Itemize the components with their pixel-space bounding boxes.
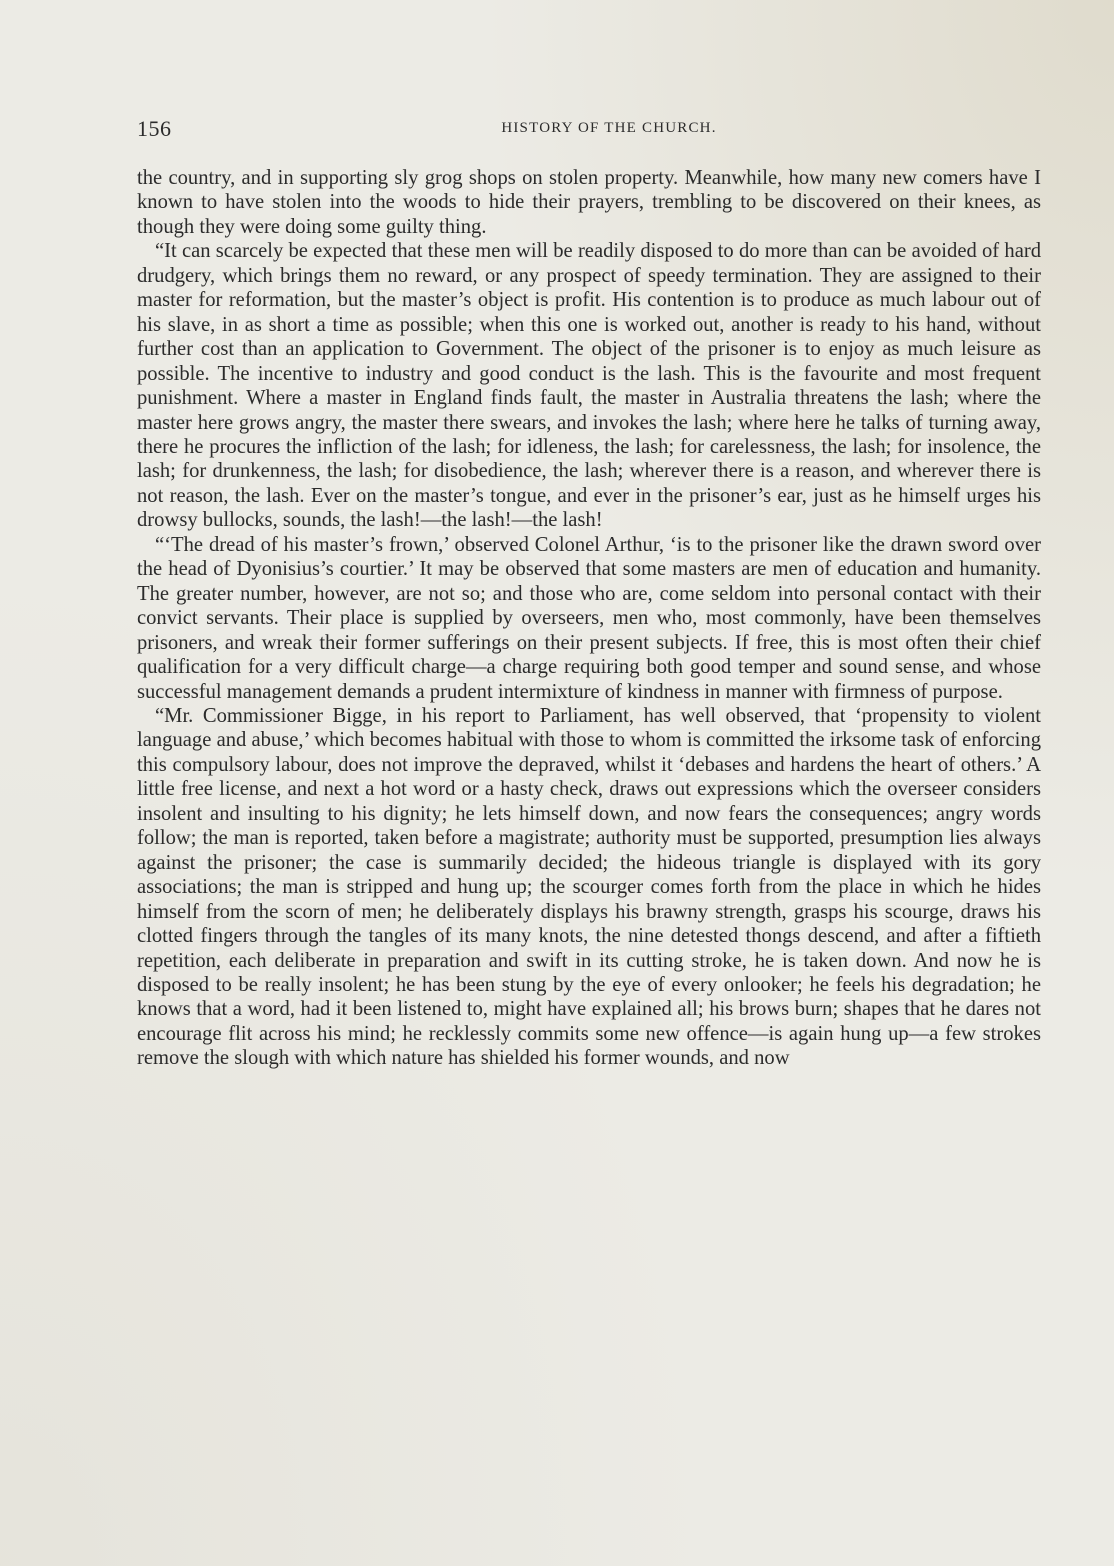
running-title: HISTORY OF THE CHURCH. (501, 120, 717, 136)
paragraph-overseers: “‘The dread of his master’s frown,’ observed Colonel Arthur, ‘is to the prisoner like the drawn sword over the head of Dyonisius’s courtier.’ It may be observed that some masters are men of education and humanity. The greater number, however, are not so; and those who are, come seldom into personal contact with their convict servants. Their place is supplied by overseers, men who, most commonly, have been themselves prisoners, and wreak their former sufferings on their present subjects. If free, this is most often their chief qualification for a very difficult charge—a charge requiring both good temper and sound sense, and whose successful management demands a prudent intermixture of kindness in manner with firmness of purpose. (137, 533, 1041, 703)
paragraph-lash: “It can scarcely be expected that these men will be readily disposed to do more than can be avoided of hard drudgery, which brings them no reward, or any prospect of speedy termination. They are assigned to their master for reformation, but the master’s object is profit. His contention is to produce as much labour out of his slave, in as short a time as possible; when this one is worked out, another is ready to his hand, without further cost than an application to Government. The object of the prisoner is to enjoy as much leisure as possible. The incentive to industry and good conduct is the lash. This is the favourite and most frequent punishment. Where a master in England finds fault, the master in Australia threatens the lash; where the master here grows angry, the master there swears, and invokes the lash; where here he talks of turning away, there he procures the infliction of the lash; for idleness, the lash; for carelessness, the lash; for insolence, the lash; for drunkenness, the lash; for disobedience, the lash; wherever there is a reason, and wherever there is not reason, the lash. Ever on the master’s tongue, and ever in the prisoner’s ear, just as he himself urges his drowsy bullocks, sounds, the lash!—the lash!—the lash! (137, 240, 1041, 532)
page-number: 156 (137, 116, 172, 141)
running-head (137, 116, 1041, 146)
paragraph-commissioner-bigge: “Mr. Commissioner Bigge, in his report to Parliament, has well observed, that ‘propensity to violent language and abuse,’ which becomes habitual with those to whom is committed the irksome task of enforcing this compulsory labour, does not improve the depraved, whilst it ‘debases and hardens the heart of others.’ A little free license, and next a hot word or a hasty check, draws out expressions which the overseer considers insolent and insulting to his dignity; he lets himself down, and now fears the consequences; angry words follow; the man is reported, taken before a magistrate; authority must be supported, presumption lies always against the prisoner; the case is summarily decided; the hideous triangle is displayed with its gory associations; the man is stripped and hung up; the scourger comes forth from the place in which he hides himself from the scorn of men; he deliberately displays his brawny strength, grasps his scourge, draws his clotted fingers through the tangles of its many knots, the nine detested thongs descend, and after a fiftieth repetition, each deliberate in preparation and swift in its cutting stroke, he is taken down. And now he is disposed to be really insolent; he has been stung by the eye of every onlooker; he feels his degradation; he knows that a word, had it been listened to, might have explained all; his brows burn; shapes that he dares not encourage flit across his mind; he recklessly commits some new offence—is again hung up—a few strokes remove the slough with which nature has shielded his former wounds, and now (137, 704, 1041, 1070)
body-text (137, 166, 1041, 1071)
paragraph-continuation: the country, and in supporting sly grog shops on stolen property. Meanwhile, how many new comers have I known to have stolen into the woods to hide their prayers, trembling to be discovered on their knees, as though they were doing some guilty thing. (137, 167, 1041, 238)
